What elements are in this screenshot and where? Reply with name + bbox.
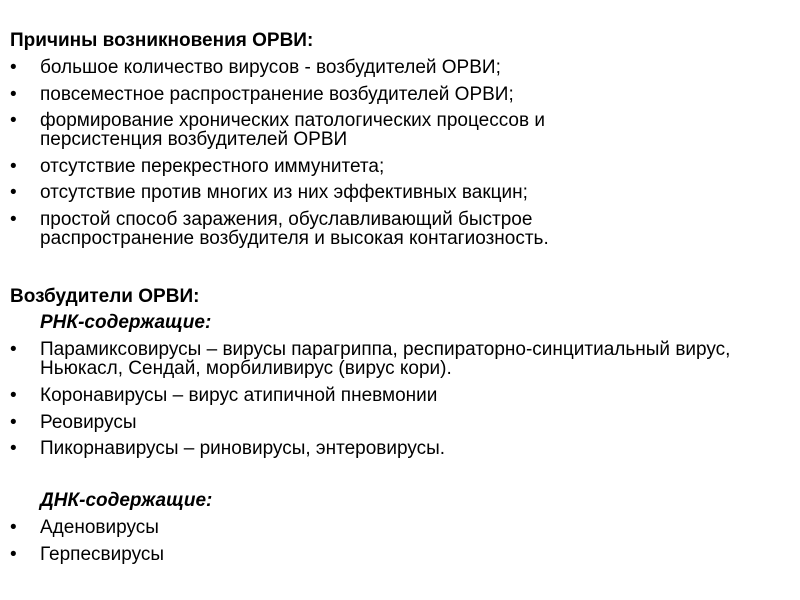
- list-item: [10, 386, 785, 405]
- list-item: [10, 518, 785, 537]
- list-item: [10, 183, 785, 202]
- list-item-text: Аденовирусы: [40, 517, 159, 538]
- bullet-icon: •: [10, 339, 17, 360]
- list-item: [10, 85, 785, 104]
- bullet-icon: •: [10, 517, 17, 538]
- list-item: [10, 413, 785, 432]
- list-item: [10, 111, 650, 149]
- bullet-icon: •: [10, 84, 17, 105]
- list-item: [10, 439, 785, 458]
- rna-subheading: РНК-содержащие:: [40, 312, 212, 333]
- list-item-text: Герпесвирусы: [40, 544, 165, 565]
- bullet-icon: •: [10, 209, 17, 230]
- list-item-text: формирование хронических патологических процессов и персистенция возбудителей ОРВИ: [40, 110, 545, 150]
- bullet-icon: •: [10, 110, 17, 131]
- bullet-icon: •: [10, 156, 17, 177]
- bullet-icon: •: [10, 182, 17, 203]
- list-item: [10, 545, 785, 564]
- bullet-icon: •: [10, 438, 17, 459]
- list-item-text: Парамиксовирусы – вирусы парагриппа, респираторно-синцитиальный вирус, Ньюкасл, Сендай, морбиливирус (вирус кори).: [40, 339, 731, 379]
- bullet-icon: •: [10, 544, 17, 565]
- list-item-text: Пикорнавирусы – риновирусы, энтеровирусы.: [40, 438, 446, 459]
- bullet-icon: •: [10, 57, 17, 78]
- causes-heading: Причины возникновения ОРВИ:: [10, 30, 314, 51]
- list-item-text: повсеместное распространение возбудителей ОРВИ;: [40, 84, 514, 105]
- bullet-icon: •: [10, 412, 17, 433]
- list-item-text: простой способ заражения, обуславливающий быстрое распространение возбудителя и высокая контагиозность.: [40, 209, 549, 249]
- list-item: [10, 157, 785, 176]
- list-item-text: Реовирусы: [40, 412, 137, 433]
- bullet-icon: •: [10, 385, 17, 406]
- list-item: [10, 340, 785, 378]
- list-item-text: большое количество вирусов - возбудителей ОРВИ;: [40, 57, 501, 78]
- list-item-text: отсутствие против многих из них эффективных вакцин;: [40, 182, 528, 203]
- pathogens-heading: Возбудители ОРВИ:: [10, 286, 200, 307]
- list-item-text: Коронавирусы – вирус атипичной пневмонии: [40, 385, 438, 406]
- list-item-text: отсутствие перекрестного иммунитета;: [40, 156, 385, 177]
- list-item: [10, 210, 650, 248]
- list-item: [10, 58, 785, 77]
- dna-subheading: ДНК-содержащие:: [40, 490, 213, 511]
